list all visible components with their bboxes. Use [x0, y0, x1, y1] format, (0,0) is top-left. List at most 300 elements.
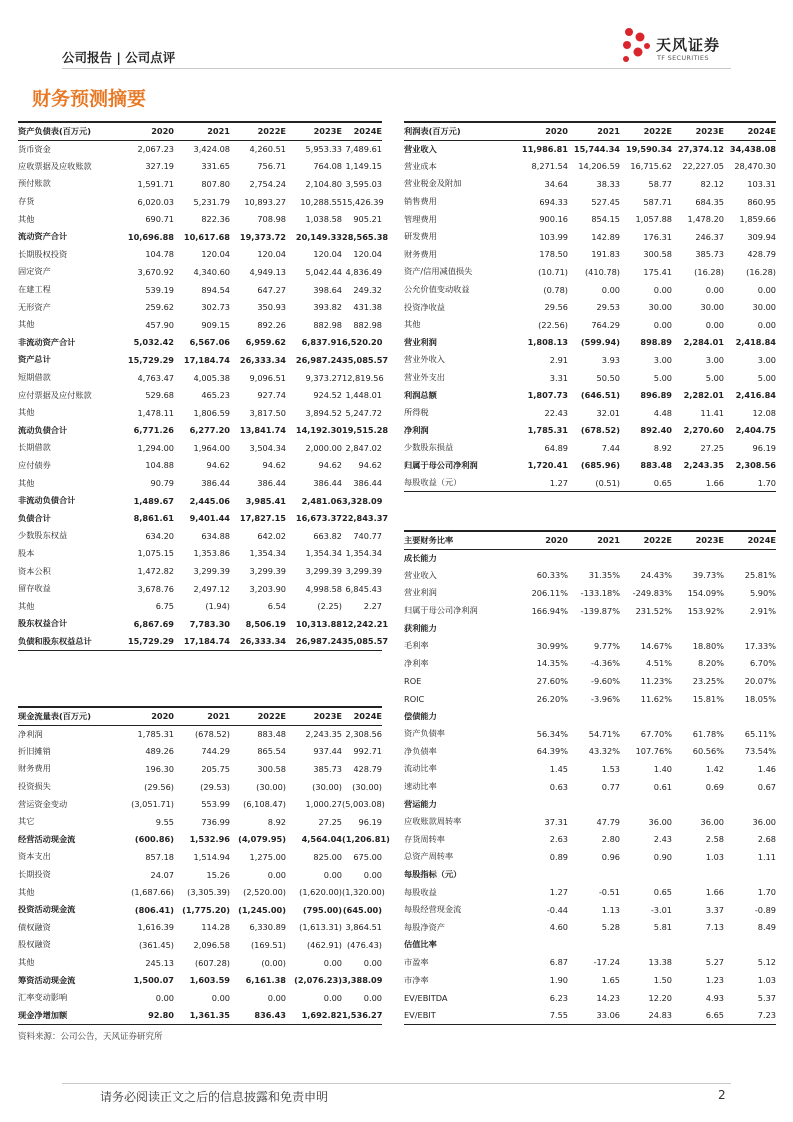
- table-row: [404, 246, 776, 264]
- row-label: 预付账款: [18, 178, 51, 189]
- section-row: [404, 795, 776, 813]
- cell-value: (29.56): [144, 781, 174, 792]
- row-label: 应付债券: [18, 459, 51, 470]
- row-label: 销售费用: [404, 196, 437, 207]
- table-row: [18, 848, 382, 866]
- cell-value: 30.00: [700, 302, 724, 313]
- cell-value: (22.56): [538, 319, 568, 330]
- cell-value: 1.46: [757, 763, 776, 774]
- cell-value: 27,374.12: [677, 144, 724, 155]
- cell-value: 120.04: [353, 249, 382, 260]
- table-row: [404, 567, 776, 585]
- row-label: 股权融资: [18, 939, 51, 950]
- cell-value: 927.74: [257, 390, 286, 401]
- cell-value: 1.45: [549, 763, 568, 774]
- table-row: [404, 901, 776, 919]
- cell-value: 73.54%: [744, 746, 776, 757]
- row-label: 营业成本: [404, 160, 437, 171]
- table-row: [18, 228, 382, 246]
- cell-value: 9.77%: [593, 640, 620, 651]
- cell-value: 5.00: [757, 372, 776, 383]
- table-row: [404, 602, 776, 620]
- row-label: 获利能力: [404, 622, 437, 633]
- row-label: 流动比率: [404, 763, 437, 774]
- cell-value: 883.48: [640, 460, 672, 471]
- cell-value: 19,373.72: [239, 231, 286, 242]
- table-row: [18, 919, 382, 937]
- cell-value: 3,595.03: [345, 178, 382, 189]
- cell-value: 90.79: [150, 478, 174, 489]
- table-row: [18, 351, 382, 369]
- table-row: [404, 690, 776, 708]
- cell-value: 259.62: [145, 302, 174, 313]
- cell-value: 23.25%: [692, 675, 724, 686]
- cell-value: (410.78): [584, 266, 620, 277]
- page-title: 财务预测摘要: [32, 88, 147, 110]
- cell-value: 246.37: [695, 231, 724, 242]
- income-statement-table: [404, 121, 776, 492]
- cell-value: [620, 707, 672, 725]
- cell-value: -249.83%: [632, 587, 672, 598]
- cell-value: 29.53: [596, 302, 620, 313]
- cell-value: 30.99%: [536, 640, 568, 651]
- row-label: 少数股东损益: [404, 442, 454, 453]
- cell-value: 2.63: [549, 834, 568, 845]
- table-row: [404, 439, 776, 457]
- cell-value: 9,401.44: [189, 513, 230, 524]
- cell-value: 7.55: [516, 1006, 568, 1024]
- table-title: 资产负债表(百万元): [18, 122, 118, 140]
- table-row: [18, 281, 382, 299]
- cell-value: -139.87%: [580, 605, 620, 616]
- cell-value: [620, 866, 672, 884]
- cell-value: (607.28): [194, 957, 230, 968]
- year-header: 2020: [516, 122, 568, 140]
- row-label: 资产总计: [18, 354, 51, 365]
- table-row: [404, 158, 776, 176]
- year-header: 2022E: [230, 122, 286, 140]
- cell-value: 13.38: [648, 957, 672, 968]
- cell-value: 2,104.80: [305, 178, 342, 189]
- row-label: 营业外支出: [404, 372, 445, 383]
- cell-value: 58.77: [648, 178, 672, 189]
- cell-value: 1.70: [757, 887, 776, 898]
- logo-text: 天风证券: [656, 36, 721, 54]
- row-label: 估值比率: [404, 939, 437, 950]
- cell-value: (1,320.00): [342, 887, 385, 898]
- cell-value: 6,837.91: [301, 337, 342, 348]
- cell-value: 992.71: [353, 746, 382, 757]
- table-row: [18, 1007, 382, 1025]
- cell-value: 4.51%: [645, 658, 672, 669]
- row-label: 资产/信用减值损失: [404, 266, 473, 277]
- cell-value: 465.23: [201, 390, 230, 401]
- cell-value: 1.27: [549, 887, 568, 898]
- cell-value: 1,536.27: [342, 1007, 382, 1025]
- cell-value: 10,288.55: [300, 196, 342, 207]
- row-label: 营运资金变动: [18, 798, 68, 809]
- table-row: [18, 883, 382, 901]
- cell-value: 12.08: [752, 407, 776, 418]
- cell-value: 6,520.20: [342, 337, 383, 348]
- row-label: 投资损失: [18, 781, 51, 792]
- cell-value: 2,481.06: [301, 495, 342, 506]
- cell-value: 103.31: [747, 178, 776, 189]
- cell-value: -3.96%: [591, 693, 620, 704]
- year-header: 2020: [118, 122, 174, 140]
- cell-value: 7.23: [724, 1006, 776, 1024]
- cell-value: 0.00: [363, 992, 382, 1003]
- cell-value: 0.61: [653, 781, 672, 792]
- cell-value: 14,206.59: [578, 161, 620, 172]
- table-row: [18, 422, 382, 440]
- row-label: 营运能力: [404, 798, 437, 809]
- row-label: 长期股权投资: [18, 248, 68, 259]
- cell-value: 2.58: [705, 834, 724, 845]
- row-label: 负债合计: [18, 512, 51, 523]
- cell-value: 175.41: [643, 266, 672, 277]
- cell-value: 47.79: [596, 816, 620, 827]
- row-label: 偿债能力: [404, 710, 437, 721]
- cell-value: 15,729.29: [127, 354, 174, 365]
- table-row: [18, 492, 382, 510]
- cell-value: 860.95: [747, 196, 776, 207]
- cell-value: 7.13: [705, 922, 724, 933]
- cell-value: (5,003.08): [342, 799, 385, 810]
- row-label: 所得税: [404, 407, 429, 418]
- cell-value: 103.99: [539, 231, 568, 242]
- cell-value: 0.69: [705, 781, 724, 792]
- cell-value: 3,299.39: [345, 566, 382, 577]
- cell-value: 17,184.74: [174, 633, 230, 651]
- table-row: [404, 672, 776, 690]
- cell-value: 0.89: [549, 851, 568, 862]
- cell-value: 3,504.34: [249, 442, 286, 453]
- cell-value: 865.54: [257, 746, 286, 757]
- cell-value: 0.00: [653, 319, 672, 330]
- table-row: [18, 457, 382, 475]
- cell-value: 2.91%: [749, 605, 776, 616]
- year-header: 2022E: [230, 707, 286, 725]
- cell-value: 1,964.00: [193, 442, 230, 453]
- cell-value: 3,817.50: [249, 407, 286, 418]
- row-label: 其它: [18, 816, 35, 827]
- cell-value: [672, 795, 724, 813]
- cell-value: 0.00: [323, 992, 342, 1003]
- cell-value: 2,847.02: [345, 442, 382, 453]
- cell-value: 1,354.34: [249, 548, 286, 559]
- cell-value: 300.58: [257, 763, 286, 774]
- row-label: 营业收入: [404, 143, 437, 154]
- cell-value: 36.00: [648, 816, 672, 827]
- cell-value: 457.90: [145, 319, 174, 330]
- cell-value: 16,673.37: [295, 513, 342, 524]
- cell-value: 3,894.52: [305, 407, 342, 418]
- cell-value: [516, 936, 568, 954]
- cell-value: 1,149.15: [345, 161, 382, 172]
- year-header: 2023E: [286, 707, 342, 725]
- row-label: 筹资活动现金流: [18, 974, 76, 985]
- cell-value: 694.33: [539, 196, 568, 207]
- cell-value: 178.50: [539, 249, 568, 260]
- cell-value: 1,478.20: [687, 214, 724, 225]
- cell-value: (795.00): [302, 904, 342, 915]
- row-label: 货币资金: [18, 143, 51, 154]
- table-row: [18, 474, 382, 492]
- row-label: 资产负债率: [404, 728, 445, 739]
- cell-value: (30.00): [256, 781, 286, 792]
- cell-value: 300.58: [643, 249, 672, 260]
- cell-value: 529.68: [145, 390, 174, 401]
- cell-value: 647.27: [257, 284, 286, 295]
- row-label: 存货周转率: [404, 833, 445, 844]
- cell-value: 0.00: [323, 869, 342, 880]
- cell-value: 16,715.62: [630, 161, 672, 172]
- table-row: [404, 954, 776, 972]
- cell-value: (1,620.00): [299, 887, 342, 898]
- cell-value: 5.27: [705, 957, 724, 968]
- year-header: 2021: [174, 707, 230, 725]
- cell-value: 1,500.07: [133, 975, 174, 986]
- cell-value: 1,354.34: [305, 548, 342, 559]
- cell-value: 2,445.06: [189, 495, 230, 506]
- table-row: [404, 778, 776, 796]
- cell-value: 64.39%: [536, 746, 568, 757]
- cell-value: 4,949.13: [249, 266, 286, 277]
- cell-value: 142.89: [591, 231, 620, 242]
- cell-value: 3.00: [757, 354, 776, 365]
- cell-value: 3.00: [653, 354, 672, 365]
- footer-disclaimer: 请务必阅读正文之后的信息披露和免责申明: [100, 1090, 329, 1104]
- cell-value: 431.38: [353, 302, 382, 313]
- cell-value: 1,275.00: [249, 851, 286, 862]
- year-header: 2021: [568, 531, 620, 549]
- company-logo: [620, 26, 735, 68]
- cell-value: 60.56%: [692, 746, 724, 757]
- cell-value: 34.64: [544, 178, 568, 189]
- cell-value: 3,678.76: [137, 583, 174, 594]
- cell-value: [620, 619, 672, 637]
- cell-value: 205.75: [201, 763, 230, 774]
- row-label: 固定资产: [18, 266, 51, 277]
- cell-value: 2,096.58: [193, 939, 230, 950]
- cell-value: 0.00: [757, 284, 776, 295]
- cell-value: 909.15: [201, 319, 230, 330]
- cell-value: 675.00: [353, 851, 382, 862]
- table-row: [18, 527, 382, 545]
- section-row: [404, 707, 776, 725]
- cell-value: 4,564.04: [301, 834, 342, 845]
- cell-value: 120.04: [257, 249, 286, 260]
- row-label: 资本支出: [18, 851, 51, 862]
- row-label: 归属于母公司净利润: [404, 605, 478, 616]
- cell-value: 82.12: [700, 178, 724, 189]
- cell-value: 1,514.94: [193, 851, 230, 862]
- cell-value: 120.04: [313, 249, 342, 260]
- cell-value: 3.37: [705, 904, 724, 915]
- cell-value: 587.71: [643, 196, 672, 207]
- cell-value: 1.53: [601, 763, 620, 774]
- cell-value: 27.25: [700, 442, 724, 453]
- cell-value: 14.67%: [640, 640, 672, 651]
- cell-value: (646.51): [580, 390, 620, 401]
- table-row: [18, 901, 382, 919]
- table-row: [18, 831, 382, 849]
- cell-value: 36.00: [752, 816, 776, 827]
- cell-value: 4,340.60: [193, 266, 230, 277]
- year-header: 2023E: [672, 531, 724, 549]
- cell-value: 1,038.58: [305, 214, 342, 225]
- cell-value: 0.00: [155, 992, 174, 1003]
- cell-value: 17,827.15: [239, 513, 286, 524]
- cell-value: 24.83: [620, 1006, 672, 1024]
- cell-value: 56.34%: [536, 728, 568, 739]
- cell-value: 2,067.23: [137, 144, 174, 155]
- cell-value: 94.62: [358, 460, 382, 471]
- cell-value: 9,096.51: [249, 372, 286, 383]
- cell-value: 7,783.30: [189, 618, 230, 629]
- table-row: [404, 971, 776, 989]
- row-label: 研发费用: [404, 231, 437, 242]
- cell-value: 385.73: [695, 249, 724, 260]
- cell-value: 18.80%: [692, 640, 724, 651]
- cell-value: 37.31: [544, 816, 568, 827]
- cell-value: 33.06: [568, 1006, 620, 1024]
- cell-value: 1.66: [705, 887, 724, 898]
- cell-value: 3,203.90: [249, 583, 286, 594]
- table-row: [18, 597, 382, 615]
- cell-value: 1,353.86: [193, 548, 230, 559]
- cell-value: 26,987.24: [295, 354, 342, 365]
- cell-value: 60.33%: [536, 570, 568, 581]
- cell-value: 684.35: [695, 196, 724, 207]
- cell-value: 0.65: [653, 887, 672, 898]
- cell-value: (600.86): [134, 834, 174, 845]
- row-label: 经营活动现金流: [18, 833, 76, 844]
- cell-value: [724, 707, 776, 725]
- row-label: 其他: [18, 319, 35, 330]
- table-row: [18, 140, 382, 158]
- cell-value: 15.81%: [692, 693, 724, 704]
- table-row: [18, 989, 382, 1007]
- cell-value: (1,687.66): [131, 887, 174, 898]
- cell-value: 822.36: [201, 214, 230, 225]
- row-label: 应付票据及应付账款: [18, 389, 92, 400]
- row-label: 每股收益: [404, 886, 437, 897]
- row-label: 其他: [18, 957, 35, 968]
- cell-value: 245.13: [145, 957, 174, 968]
- cell-value: 1.42: [705, 763, 724, 774]
- header-divider: [62, 68, 731, 69]
- cell-value: 27.60%: [536, 675, 568, 686]
- cell-value: 0.00: [705, 319, 724, 330]
- cell-value: 4.93: [705, 992, 724, 1003]
- cell-value: 825.00: [313, 851, 342, 862]
- cell-value: 553.99: [201, 799, 230, 810]
- cell-value: 0.63: [549, 781, 568, 792]
- row-label: 净利润: [18, 728, 43, 739]
- cell-value: (169.51): [250, 939, 286, 950]
- cell-value: 196.30: [145, 763, 174, 774]
- cell-value: 764.29: [591, 319, 620, 330]
- row-label: 管理费用: [404, 213, 437, 224]
- cell-value: 9.55: [155, 816, 174, 827]
- row-label: ROE: [404, 675, 422, 686]
- cell-value: 65.11%: [744, 728, 776, 739]
- cell-value: 2,000.00: [305, 442, 342, 453]
- cell-value: 22,843.37: [342, 513, 389, 524]
- row-label: 归属于母公司净利润: [404, 459, 478, 470]
- table-row: [404, 848, 776, 866]
- cell-value: 1.90: [549, 975, 568, 986]
- cell-value: 1,808.13: [527, 337, 568, 348]
- row-label: 营业外收入: [404, 354, 445, 365]
- cell-value: 67.70%: [640, 728, 672, 739]
- cell-value: 10,893.27: [244, 196, 286, 207]
- cell-value: 2,418.84: [735, 337, 776, 348]
- table-row: [404, 404, 776, 422]
- cell-value: 428.79: [353, 763, 382, 774]
- cell-value: 6.65: [672, 1006, 724, 1024]
- table-row: [404, 474, 776, 492]
- cell-value: 64.89: [544, 442, 568, 453]
- table-row: [18, 725, 382, 743]
- cell-value: 807.80: [201, 178, 230, 189]
- cell-value: 4,998.58: [305, 583, 342, 594]
- table-header-row: [18, 122, 382, 140]
- cell-value: 104.78: [145, 249, 174, 260]
- cell-value: (1,245.00): [238, 904, 286, 915]
- cell-value: 1,603.59: [189, 975, 230, 986]
- cell-value: 4,836.49: [345, 266, 382, 277]
- row-label: 少数股东权益: [18, 530, 68, 541]
- cell-value: 1,785.31: [137, 729, 174, 740]
- table-row: [404, 637, 776, 655]
- cell-value: 0.00: [757, 319, 776, 330]
- table-row: [404, 883, 776, 901]
- cell-value: -0.44: [546, 904, 568, 915]
- table-row: [404, 193, 776, 211]
- cell-value: 17,184.74: [183, 354, 230, 365]
- cell-value: 6,161.38: [245, 975, 286, 986]
- cell-value: (462.91): [306, 939, 342, 950]
- row-label: 其他: [18, 600, 35, 611]
- cell-value: 153.92%: [687, 605, 724, 616]
- section-row: [404, 936, 776, 954]
- table-row: [404, 210, 776, 228]
- cell-value: 11.23%: [640, 675, 672, 686]
- cell-value: [672, 936, 724, 954]
- cell-value: 8.92: [267, 816, 286, 827]
- cell-value: [568, 795, 620, 813]
- cell-value: 19,515.28: [342, 425, 389, 436]
- cell-value: (1,613.31): [299, 922, 342, 933]
- table-row: [18, 316, 382, 334]
- cell-value: [620, 936, 672, 954]
- table-row: [404, 813, 776, 831]
- cell-value: 11,986.81: [521, 144, 568, 155]
- cell-value: 1.11: [757, 851, 776, 862]
- row-label: 现金净增加额: [18, 1007, 118, 1025]
- cell-value: 2,308.56: [735, 460, 776, 471]
- cell-value: 92.80: [118, 1007, 174, 1025]
- cell-value: [672, 619, 724, 637]
- cell-value: 191.83: [591, 249, 620, 260]
- table-row: [18, 760, 382, 778]
- financial-ratios-table: [404, 530, 776, 1025]
- cell-value: 31.35%: [588, 570, 620, 581]
- cell-value: 10,696.88: [127, 231, 174, 242]
